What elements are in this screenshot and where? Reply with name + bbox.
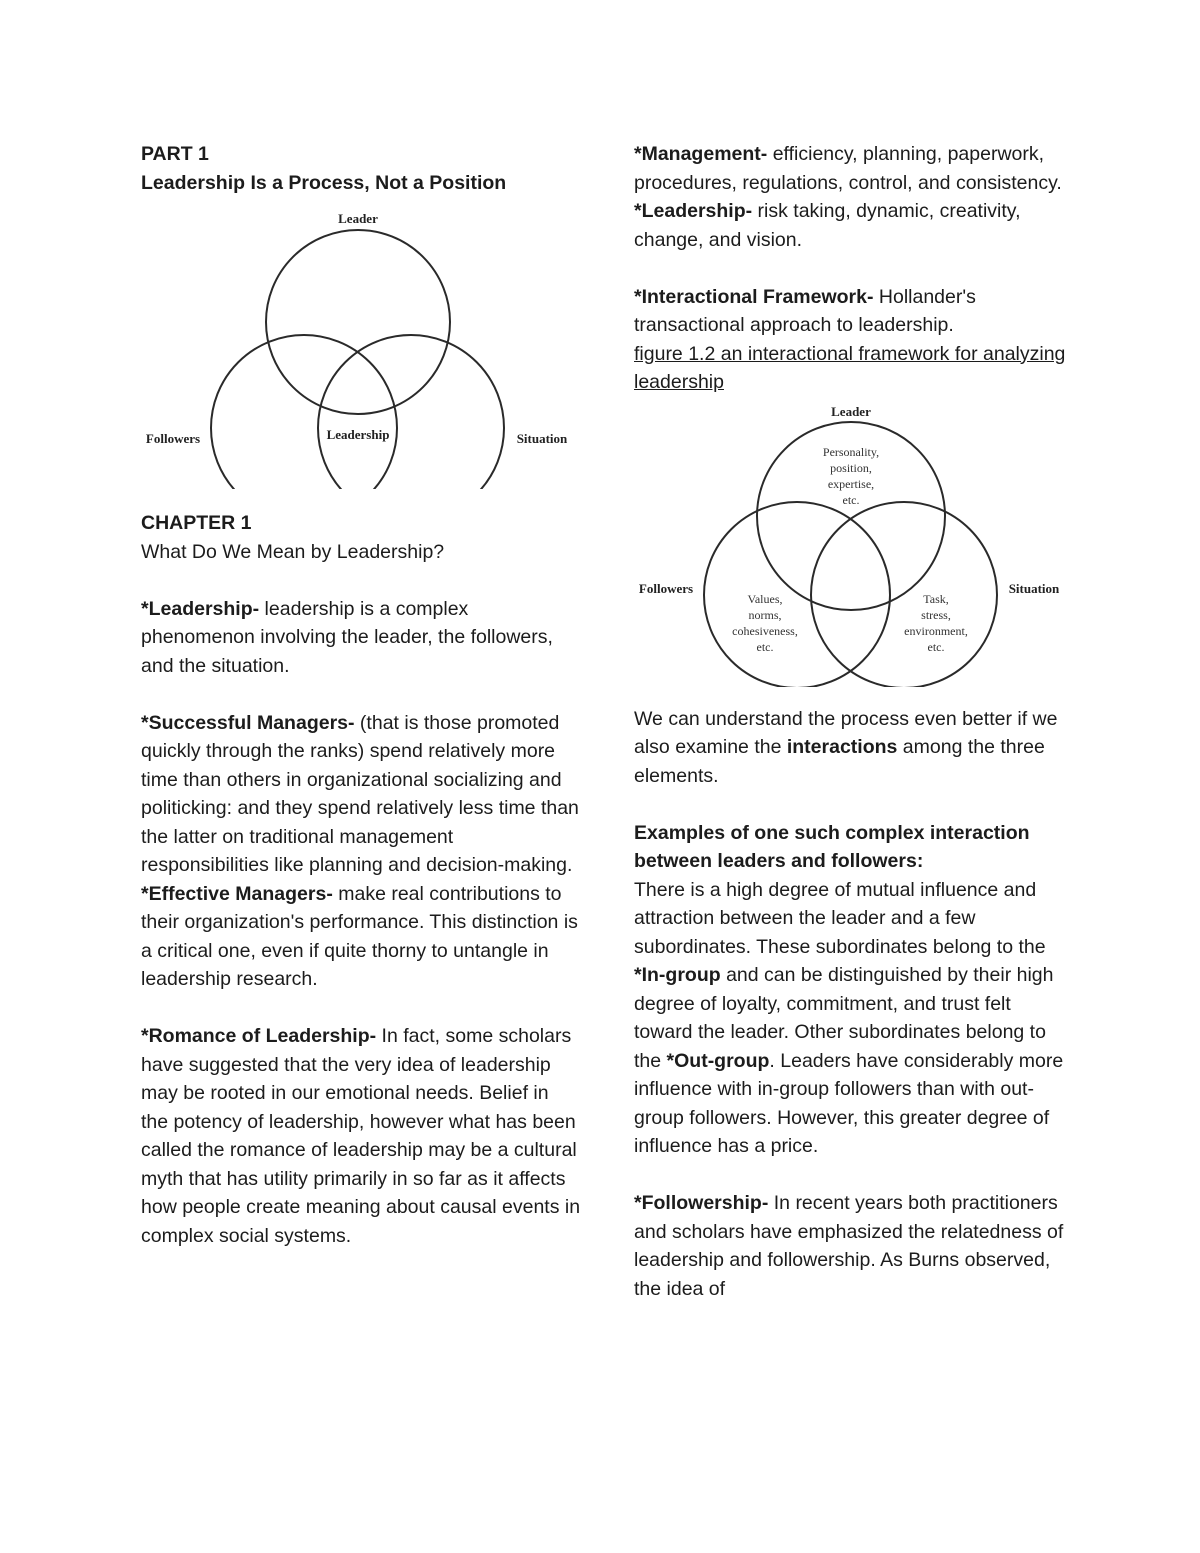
- venn-label-followers: Followers: [145, 431, 201, 446]
- venn2-label-situation: Situation: [1008, 580, 1060, 596]
- leadership-definition: [141, 595, 581, 681]
- effective-managers-text: make real contributions to their organization's performance. This distinction is a critical one, even if quite thorny to untangle in leadership research.: [141, 882, 578, 990]
- leadership2-text: risk taking, dynamic, creativity, change, and vision.: [634, 200, 1021, 251]
- outgroup-term: *Out-group: [666, 1049, 770, 1072]
- leader-attr: position,: [830, 460, 872, 475]
- part-title: Leadership Is a Process, Not a Position: [141, 171, 507, 194]
- chapter-label: CHAPTER 1: [141, 512, 252, 534]
- interactional-definition: [634, 283, 1074, 340]
- venn2-label-followers: Followers: [638, 580, 694, 596]
- leader-attr: etc.: [842, 492, 860, 507]
- part-label: PART 1: [141, 143, 209, 165]
- figure-caption: figure 1.2 an interactional framework for analyzing leadership: [634, 342, 1066, 393]
- leader-circle: [266, 230, 450, 414]
- chapter-title: What Do We Mean by Leadership?: [141, 540, 445, 563]
- situation-attr: Task,: [923, 591, 949, 606]
- follower-attr: Values,: [747, 591, 783, 606]
- ingroup-pre: There is a high degree of mutual influence and attraction between the leader and a few subordinates. These subordinates belong to the: [634, 878, 1046, 958]
- ingroup-mid: and can be distinguished by their high degree of loyalty, commitment, and trust felt toward the leader. Other subordinates belong to the: [634, 964, 1054, 1072]
- interactional-text: Hollander's transactional approach to leadership.: [634, 285, 976, 336]
- venn-label-leader: Leader: [338, 211, 378, 226]
- follower-attr: cohesiveness,: [732, 623, 798, 638]
- followers-circle: [704, 502, 890, 687]
- left-column: [141, 140, 581, 1250]
- management-text: efficiency, planning, paperwork, procedures, regulations, control, and consistency.: [634, 143, 1062, 194]
- right-column: [634, 140, 1074, 1303]
- leadership2-term: *Leadership-: [634, 200, 753, 222]
- romance-text: In fact, some scholars have suggested that the very idea of leadership may be rooted in our emotional needs. Belief in the potency of leadership, however what has been called the romance of leadership may be a cultural myth that has utility primarily in so far as it affects how people create meaning about causal events in complex social systems.: [141, 1025, 581, 1247]
- effective-managers-term: *Effective Managers-: [141, 882, 333, 905]
- leadership-def-text: leadership is a complex phenomenon involving the leader, the followers, and the situation.: [141, 597, 553, 677]
- leader-attr: Personality,: [822, 444, 880, 459]
- process-post: among the three elements.: [634, 736, 1045, 787]
- situation-attr: stress,: [921, 607, 951, 622]
- management-definition: [634, 140, 1074, 254]
- examples-heading: Examples of one such complex interaction between leaders and followers:: [634, 821, 1030, 872]
- ingroup-paragraph: [634, 876, 1074, 1161]
- romance-term: *Romance of Leadership-: [141, 1025, 377, 1047]
- effective-managers-definition: [141, 880, 581, 994]
- leadership-venn-diagram: [141, 197, 581, 489]
- follower-attr: etc.: [756, 639, 774, 654]
- successful-managers-text: (that is those promoted quickly through the ranks) spend relatively more time than others in organizational socializing and politicking: and they spend relatively less time than the latter on traditional management responsibilities like planning and decision-making.: [141, 711, 579, 876]
- interactions-term: interactions: [786, 736, 898, 758]
- process-pre: We can understand the process even better if we also examine the: [634, 707, 1058, 758]
- outgroup-post: . Leaders have considerably more influence with in-group followers than with out-group followers. However, this greater degree of influence has a price.: [634, 1049, 1064, 1157]
- leader-attr: expertise,: [827, 476, 875, 491]
- management-term: *Management-: [634, 143, 768, 165]
- successful-managers-term: *Successful Managers-: [141, 711, 355, 734]
- followership-definition: [634, 1189, 1074, 1303]
- situation-attr: etc.: [927, 639, 945, 654]
- venn-label-situation: Situation: [516, 431, 568, 446]
- follower-attr: norms,: [748, 607, 782, 622]
- followership-term: *Followership-: [634, 1192, 769, 1214]
- venn2-label-leader: Leader: [831, 403, 871, 419]
- leadership-term: *Leadership-: [141, 597, 260, 620]
- venn-label-center: Leadership: [326, 427, 390, 442]
- ingroup-term: *In-group: [634, 964, 721, 986]
- process-paragraph: [634, 705, 1074, 791]
- interactional-term: *Interactional Framework-: [634, 285, 874, 308]
- romance-definition: [141, 1022, 581, 1250]
- followers-circle: [211, 335, 397, 489]
- interactional-framework-diagram: [634, 397, 1074, 687]
- situation-attr: environment,: [904, 623, 968, 638]
- followership-text: In recent years both practitioners and scholars have emphasized the relatedness of leadership and followership. As Burns observed, the idea of: [634, 1192, 1064, 1300]
- successful-managers-definition: [141, 709, 581, 880]
- situation-circle: [318, 335, 504, 489]
